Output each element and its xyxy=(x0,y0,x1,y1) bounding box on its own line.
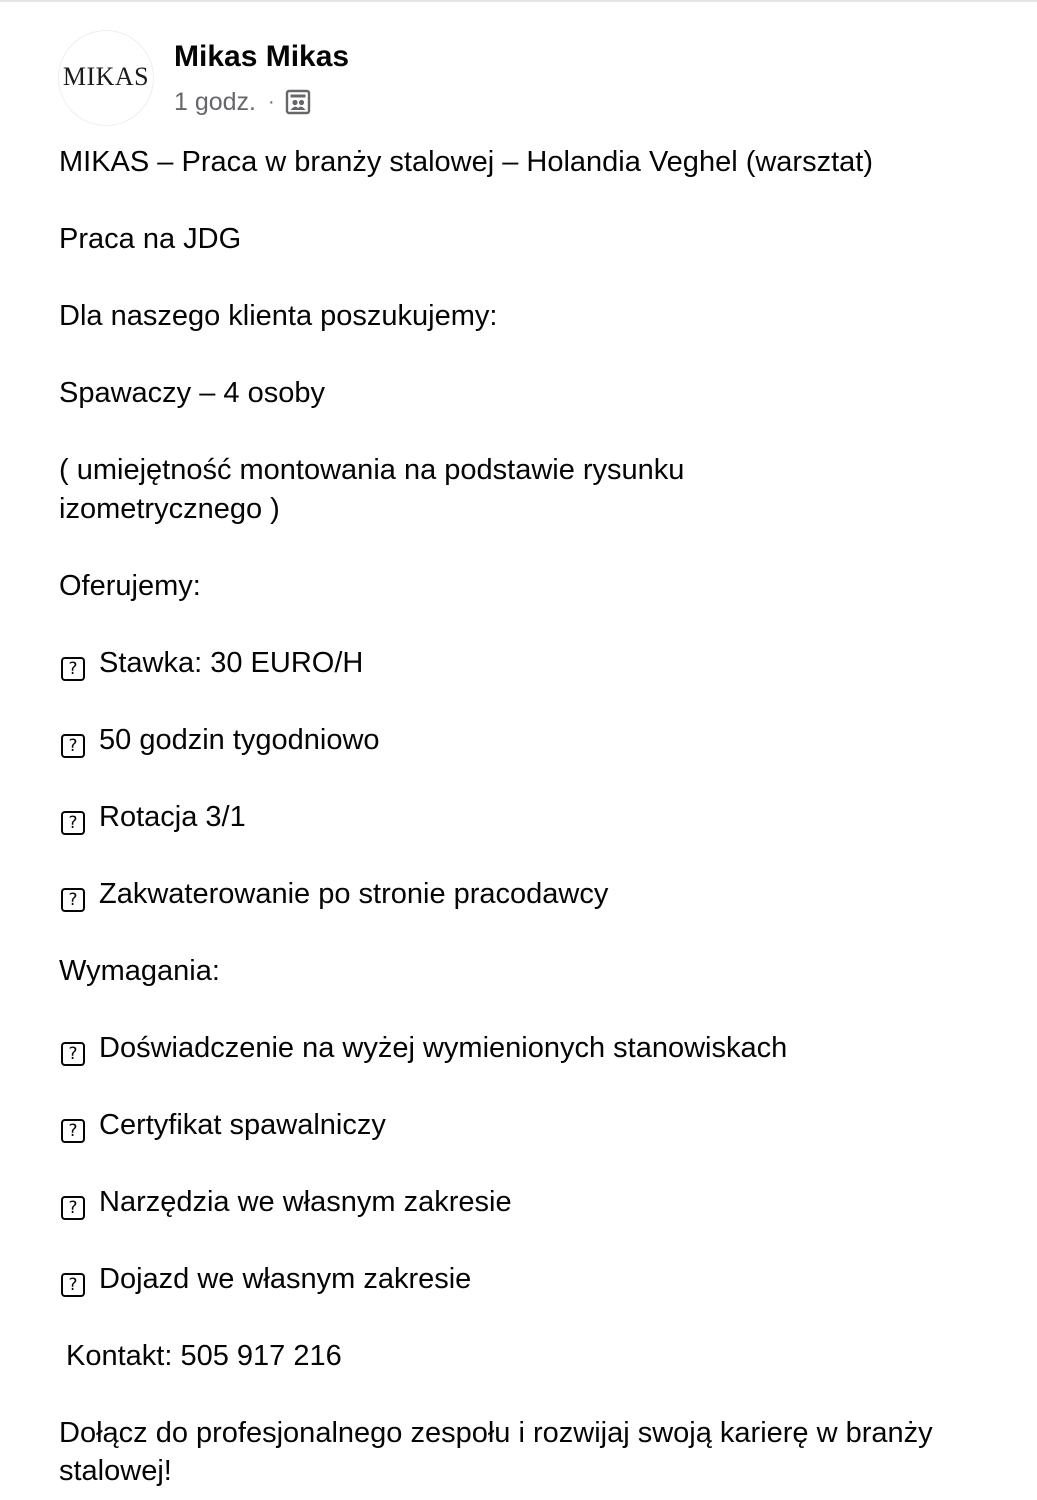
post-headline: MIKAS – Praca w branży stalowej – Holandia Veghel (warsztat) xyxy=(59,146,873,178)
top-divider xyxy=(0,0,1037,2)
post-meta xyxy=(174,86,311,118)
list-item xyxy=(59,644,989,683)
requirement-item: Dojazd we własnym zakresie xyxy=(99,1262,472,1295)
avatar-logo-text: MIKAS xyxy=(62,62,150,91)
placeholder-glyph-icon: ? xyxy=(61,657,85,681)
offer-item: 50 godzin tygodniowo xyxy=(99,723,380,756)
list-item xyxy=(59,798,989,837)
list-item xyxy=(59,875,989,914)
group-audience-icon[interactable] xyxy=(285,89,311,115)
offer-heading: Oferujemy: xyxy=(59,569,201,602)
post-body xyxy=(59,143,989,1491)
offer-item: Rotacja 3/1 xyxy=(99,800,246,833)
intro-text: Dla naszego klienta poszukujemy: xyxy=(59,300,498,332)
placeholder-glyph-icon: ? xyxy=(61,1042,85,1066)
closing-text: Dołącz do profesjonalnego zespołu i rozwijaj swoją karierę w branży stalowej! xyxy=(59,1416,933,1487)
requirement-item: Narzędzia we własnym zakresie xyxy=(99,1185,512,1218)
meta-separator: · xyxy=(268,90,275,113)
offer-item: Stawka: 30 EURO/H xyxy=(99,646,364,679)
placeholder-glyph-icon: ? xyxy=(61,1119,85,1143)
list-item xyxy=(59,1260,989,1299)
requirements-heading: Wymagania: xyxy=(59,954,220,987)
contract-type: Praca na JDG xyxy=(59,223,242,255)
avatar[interactable] xyxy=(58,30,154,126)
requirement-item: Doświadczenie na wyżej wymienionych stanowiskach xyxy=(99,1031,788,1064)
list-item xyxy=(59,1106,989,1145)
placeholder-glyph-icon: ? xyxy=(61,888,85,912)
skill-note: ( umiejętność montowania na podstawie rysunku izometrycznego ) xyxy=(59,454,685,525)
placeholder-glyph-icon: ? xyxy=(61,734,85,758)
placeholder-glyph-icon: ? xyxy=(61,1273,85,1297)
offer-item: Zakwaterowanie po stronie pracodawcy xyxy=(99,877,609,910)
post-timestamp[interactable]: 1 godz. xyxy=(174,87,257,116)
list-item xyxy=(59,721,989,760)
placeholder-glyph-icon: ? xyxy=(61,811,85,835)
placeholder-glyph-icon: ? xyxy=(61,1196,85,1220)
requirement-item: Certyfikat spawalniczy xyxy=(99,1108,386,1141)
post-header xyxy=(58,30,998,126)
contact-text: Kontakt: 505 917 216 xyxy=(66,1339,342,1372)
author-name[interactable]: Mikas Mikas xyxy=(174,40,350,73)
list-item xyxy=(59,1029,989,1068)
position-text: Spawaczy – 4 osoby xyxy=(59,377,325,409)
list-item xyxy=(59,1183,989,1222)
